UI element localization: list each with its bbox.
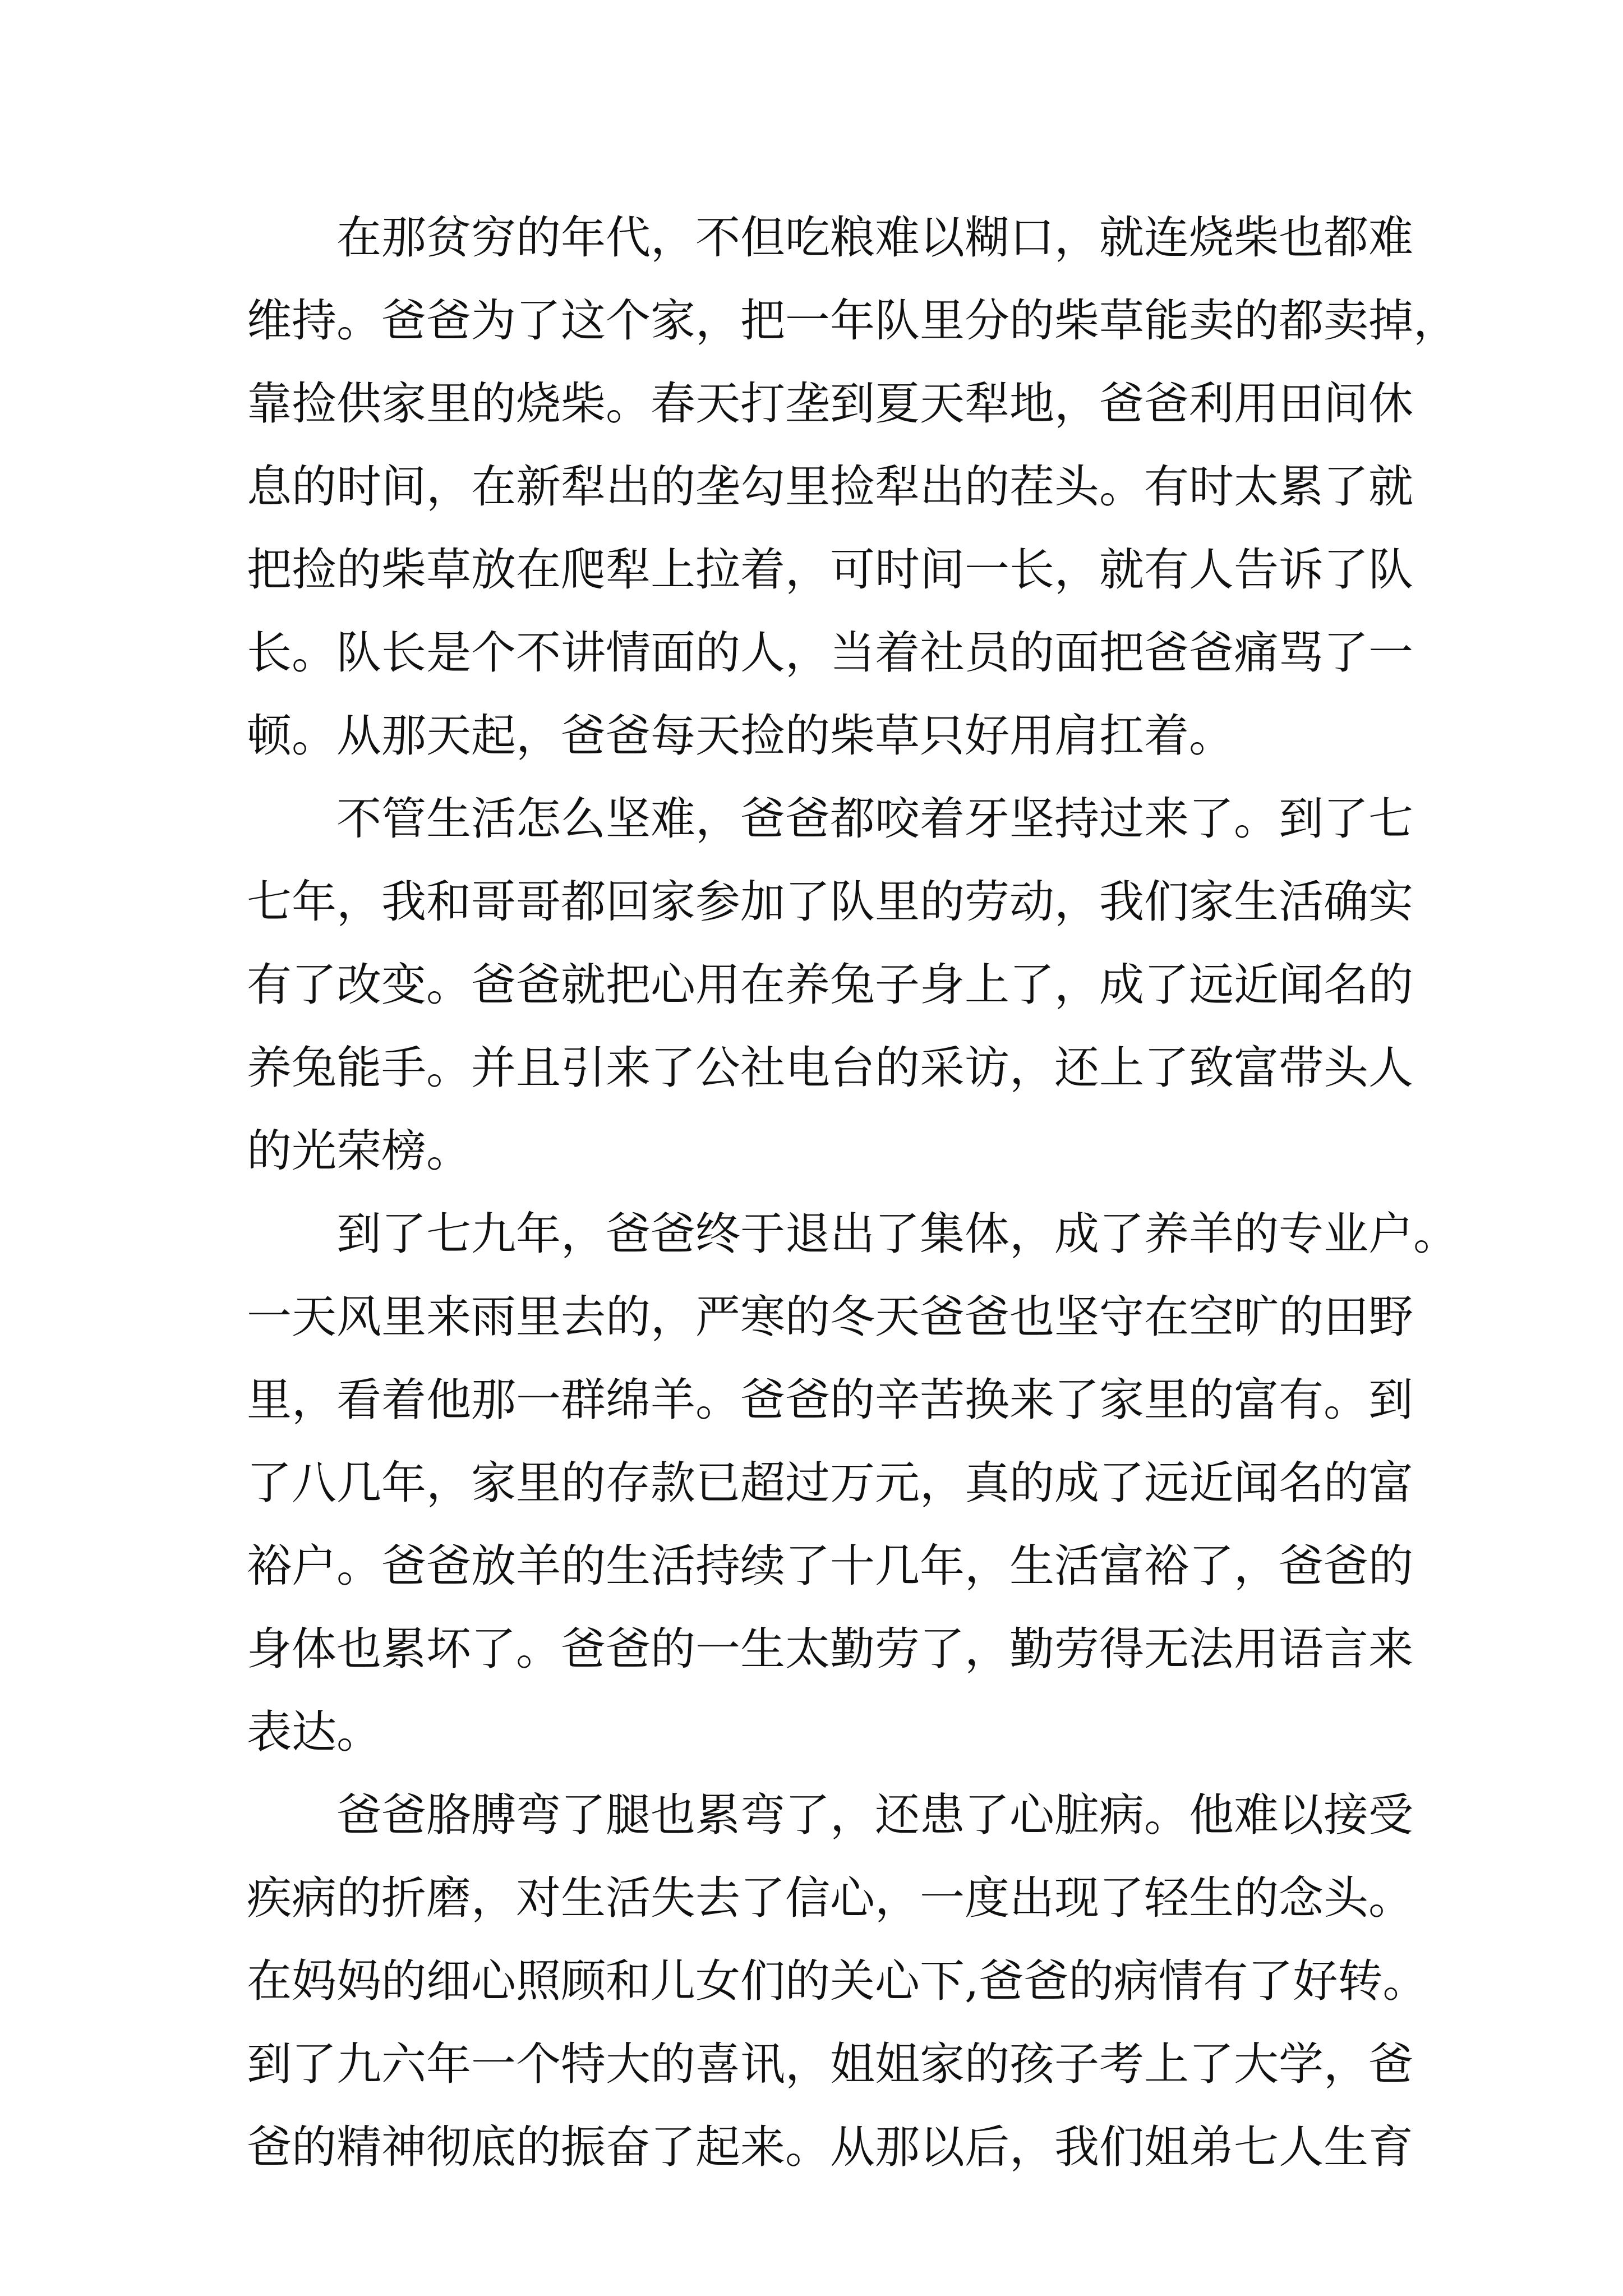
paragraph-1-line-7: 顿。从那天起，爸爸每天捡的柴草只好用肩扛着。 [247,710,1234,762]
document-body [247,196,1458,2189]
paragraph-4-line-2: 疾病的折磨，对生活失去了信心，一度出现了轻生的念头。 [247,1872,1413,1924]
paragraph-2 [247,777,1413,1193]
paragraph-3-line-7: 表达。 [247,1706,381,1758]
paragraph-1-line-6: 长。队长是个不讲情面的人，当着社员的面把爸爸痛骂了一 [247,627,1413,679]
paragraph-3-line-3: 里，看着他那一群绵羊。爸爸的辛苦换来了家里的富有。到 [247,1374,1413,1426]
paragraph-4-line-1: 爸爸胳膊弯了腿也累弯了，还患了心脏病。他难以接受 [336,1789,1413,1841]
paragraph-4-line-4: 到了九六年一个特大的喜讯，姐姐家的孩子考上了大学，爸 [247,2038,1413,2090]
paragraph-2-line-1: 不管生活怎么坚难，爸爸都咬着牙坚持过来了。到了七 [336,793,1413,845]
paragraph-3-line-1: 到了七九年，爸爸终于退出了集体，成了养羊的专业户。 [336,1208,1458,1260]
paragraph-1-line-3: 靠捡供家里的烧柴。春天打垄到夏天犁地，爸爸利用田间休 [247,378,1413,430]
paragraph-2-line-2: 七年，我和哥哥都回家参加了队里的劳动，我们家生活确实 [247,876,1413,928]
paragraph-3-line-2: 一天风里来雨里去的，严寒的冬天爸爸也坚守在空旷的田野 [247,1291,1413,1343]
paragraph-2-line-4: 养兔能手。并且引来了公社电台的采访，还上了致富带头人 [247,1042,1413,1094]
paragraph-3-line-6: 身体也累坏了。爸爸的一生太勤劳了，勤劳得无法用语言来 [247,1623,1413,1675]
paragraph-1-line-1: 在那贫穷的年代，不但吃粮难以糊口，就连烧柴也都难 [336,211,1413,264]
paragraph-4 [247,1774,1428,2189]
paragraph-3-line-5: 裕户。爸爸放羊的生活持续了十几年，生活富裕了，爸爸的 [247,1540,1413,1592]
paragraph-4-line-5: 爸的精神彻底的振奋了起来。从那以后，我们姐弟七人生育 [247,2121,1413,2173]
paragraph-3 [247,1193,1458,1774]
paragraph-1-line-4: 息的时间，在新犁出的垄勾里捡犁出的茬头。有时太累了就 [247,461,1413,513]
paragraph-4-line-3: 在妈妈的细心照顾和儿女们的关心下,爸爸的病情有了好转。 [247,1955,1428,2007]
paragraph-1 [247,196,1458,777]
paragraph-1-line-5: 把捡的柴草放在爬犁上拉着，可时间一长，就有人告诉了队 [247,544,1413,596]
paragraph-2-line-3: 有了改变。爸爸就把心用在养兔子身上了，成了远近闻名的 [247,959,1413,1011]
paragraph-1-line-2: 维持。爸爸为了这个家，把一年队里分的柴草能卖的都卖掉， [247,295,1458,347]
paragraph-2-line-5: 的光荣榜。 [247,1125,471,1177]
paragraph-3-line-4: 了八几年，家里的存款已超过万元，真的成了远近闻名的富 [247,1457,1413,1509]
